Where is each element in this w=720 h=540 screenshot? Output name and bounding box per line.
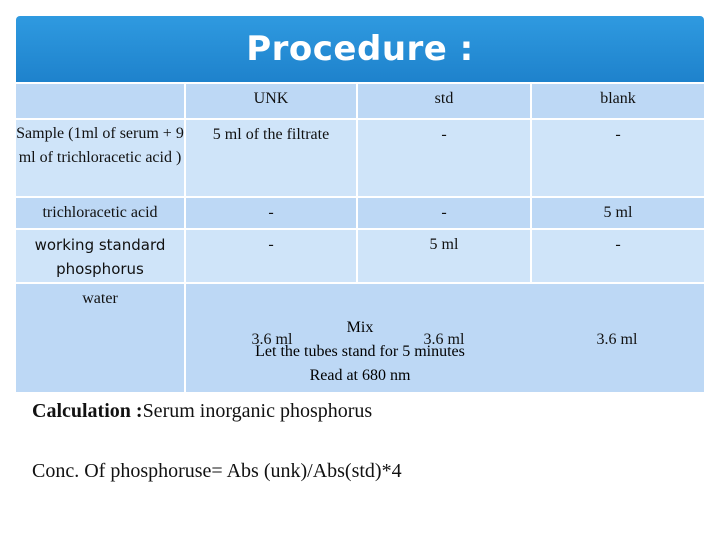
row-standard-unk: - [186,230,356,282]
table-header-std: std [358,84,530,118]
procedure-table [16,84,704,392]
instruction-stand: Let the tubes stand for 5 minutes [255,343,465,360]
row-label-water: water [16,284,184,392]
table-header-unk: UNK [186,84,356,118]
slide-title-bar [16,16,704,82]
table-header-empty [16,84,184,118]
row-label-standard: working standard phosphorus [16,230,184,282]
row-tca-std: - [358,198,530,228]
row-standard-std: 5 ml [358,230,530,282]
table-header-blank: blank [532,84,704,118]
slide-title: Procedure : [246,29,474,69]
row-water-unk: 3.6 ml [251,330,293,348]
calculation-label: Calculation : [32,400,143,422]
row-sample-unk: 5 ml of the filtrate [186,120,356,196]
row-sample-blank: - [532,120,704,196]
row-label-sample: Sample (1ml of serum + 9 ml of trichloracetic acid ) [16,120,184,196]
row-tca-blank: 5 ml [532,198,704,228]
row-water-blank: 3.6 ml [596,330,638,348]
row-water-std: 3.6 ml [423,330,465,348]
row-standard-blank: - [532,230,704,282]
table-footer-instructions [16,316,704,388]
calculation-line [32,400,372,423]
row-tca-unk: - [186,198,356,228]
concentration-formula: Conc. Of phosphoruse= Abs (unk)/Abs(std)*4 [32,460,402,482]
instruction-read: Read at 680 nm [309,367,411,384]
row-label-tca: trichloracetic acid [16,198,184,228]
row-sample-std: - [358,120,530,196]
calculation-text: Serum inorganic phosphorus [142,400,373,422]
instruction-mix: Mix [346,319,374,336]
